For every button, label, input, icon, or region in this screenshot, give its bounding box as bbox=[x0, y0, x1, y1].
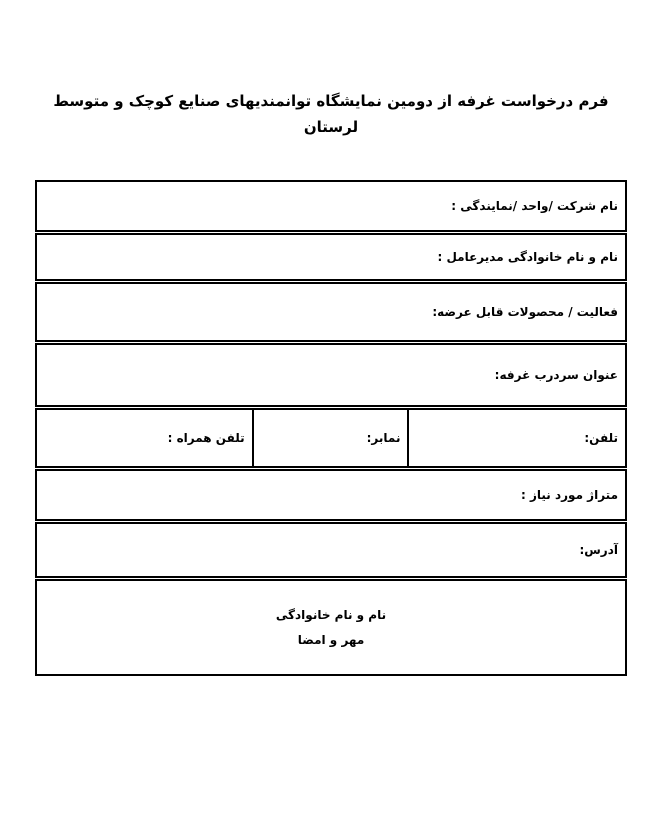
form-row-address bbox=[35, 522, 627, 578]
fax-label: نمابر: bbox=[366, 431, 401, 445]
form-row-contact-numbers bbox=[35, 408, 627, 468]
ceo-name-label: نام و نام خانوادگی مدیرعامل : bbox=[437, 250, 618, 264]
required-area-label: متراژ مورد نیاز : bbox=[521, 488, 618, 502]
form-row-activity-products bbox=[35, 282, 627, 342]
form-row-company-name bbox=[35, 180, 627, 232]
activity-products-label: فعالیت / محصولات قابل عرضه: bbox=[432, 305, 618, 319]
phone-cell bbox=[407, 410, 625, 466]
form-row-ceo-name bbox=[35, 233, 627, 281]
form-row-booth-header-title bbox=[35, 343, 627, 407]
company-name-label: نام شرکت /واحد /نمایندگی : bbox=[451, 199, 618, 213]
fax-cell bbox=[252, 410, 408, 466]
address-label: آدرس: bbox=[579, 543, 618, 557]
booth-header-title-label: عنوان سردرب غرفه: bbox=[494, 368, 618, 382]
signature-stamp-label: مهر و امضا bbox=[297, 633, 365, 647]
form-row-signature bbox=[35, 579, 627, 676]
page-title: فرم درخواست غرفه از دومین نمایشگاه توانمندیهای صنایع کوچک و متوسط لرستان bbox=[53, 92, 609, 136]
form-row-required-area bbox=[35, 469, 627, 521]
phone-label: تلفن: bbox=[584, 431, 618, 445]
mobile-phone-label: تلفن همراه : bbox=[167, 431, 245, 445]
mobile-phone-cell bbox=[37, 410, 252, 466]
signature-name-label: نام و نام خانوادگی bbox=[275, 608, 387, 622]
booth-request-form-table bbox=[35, 180, 627, 676]
